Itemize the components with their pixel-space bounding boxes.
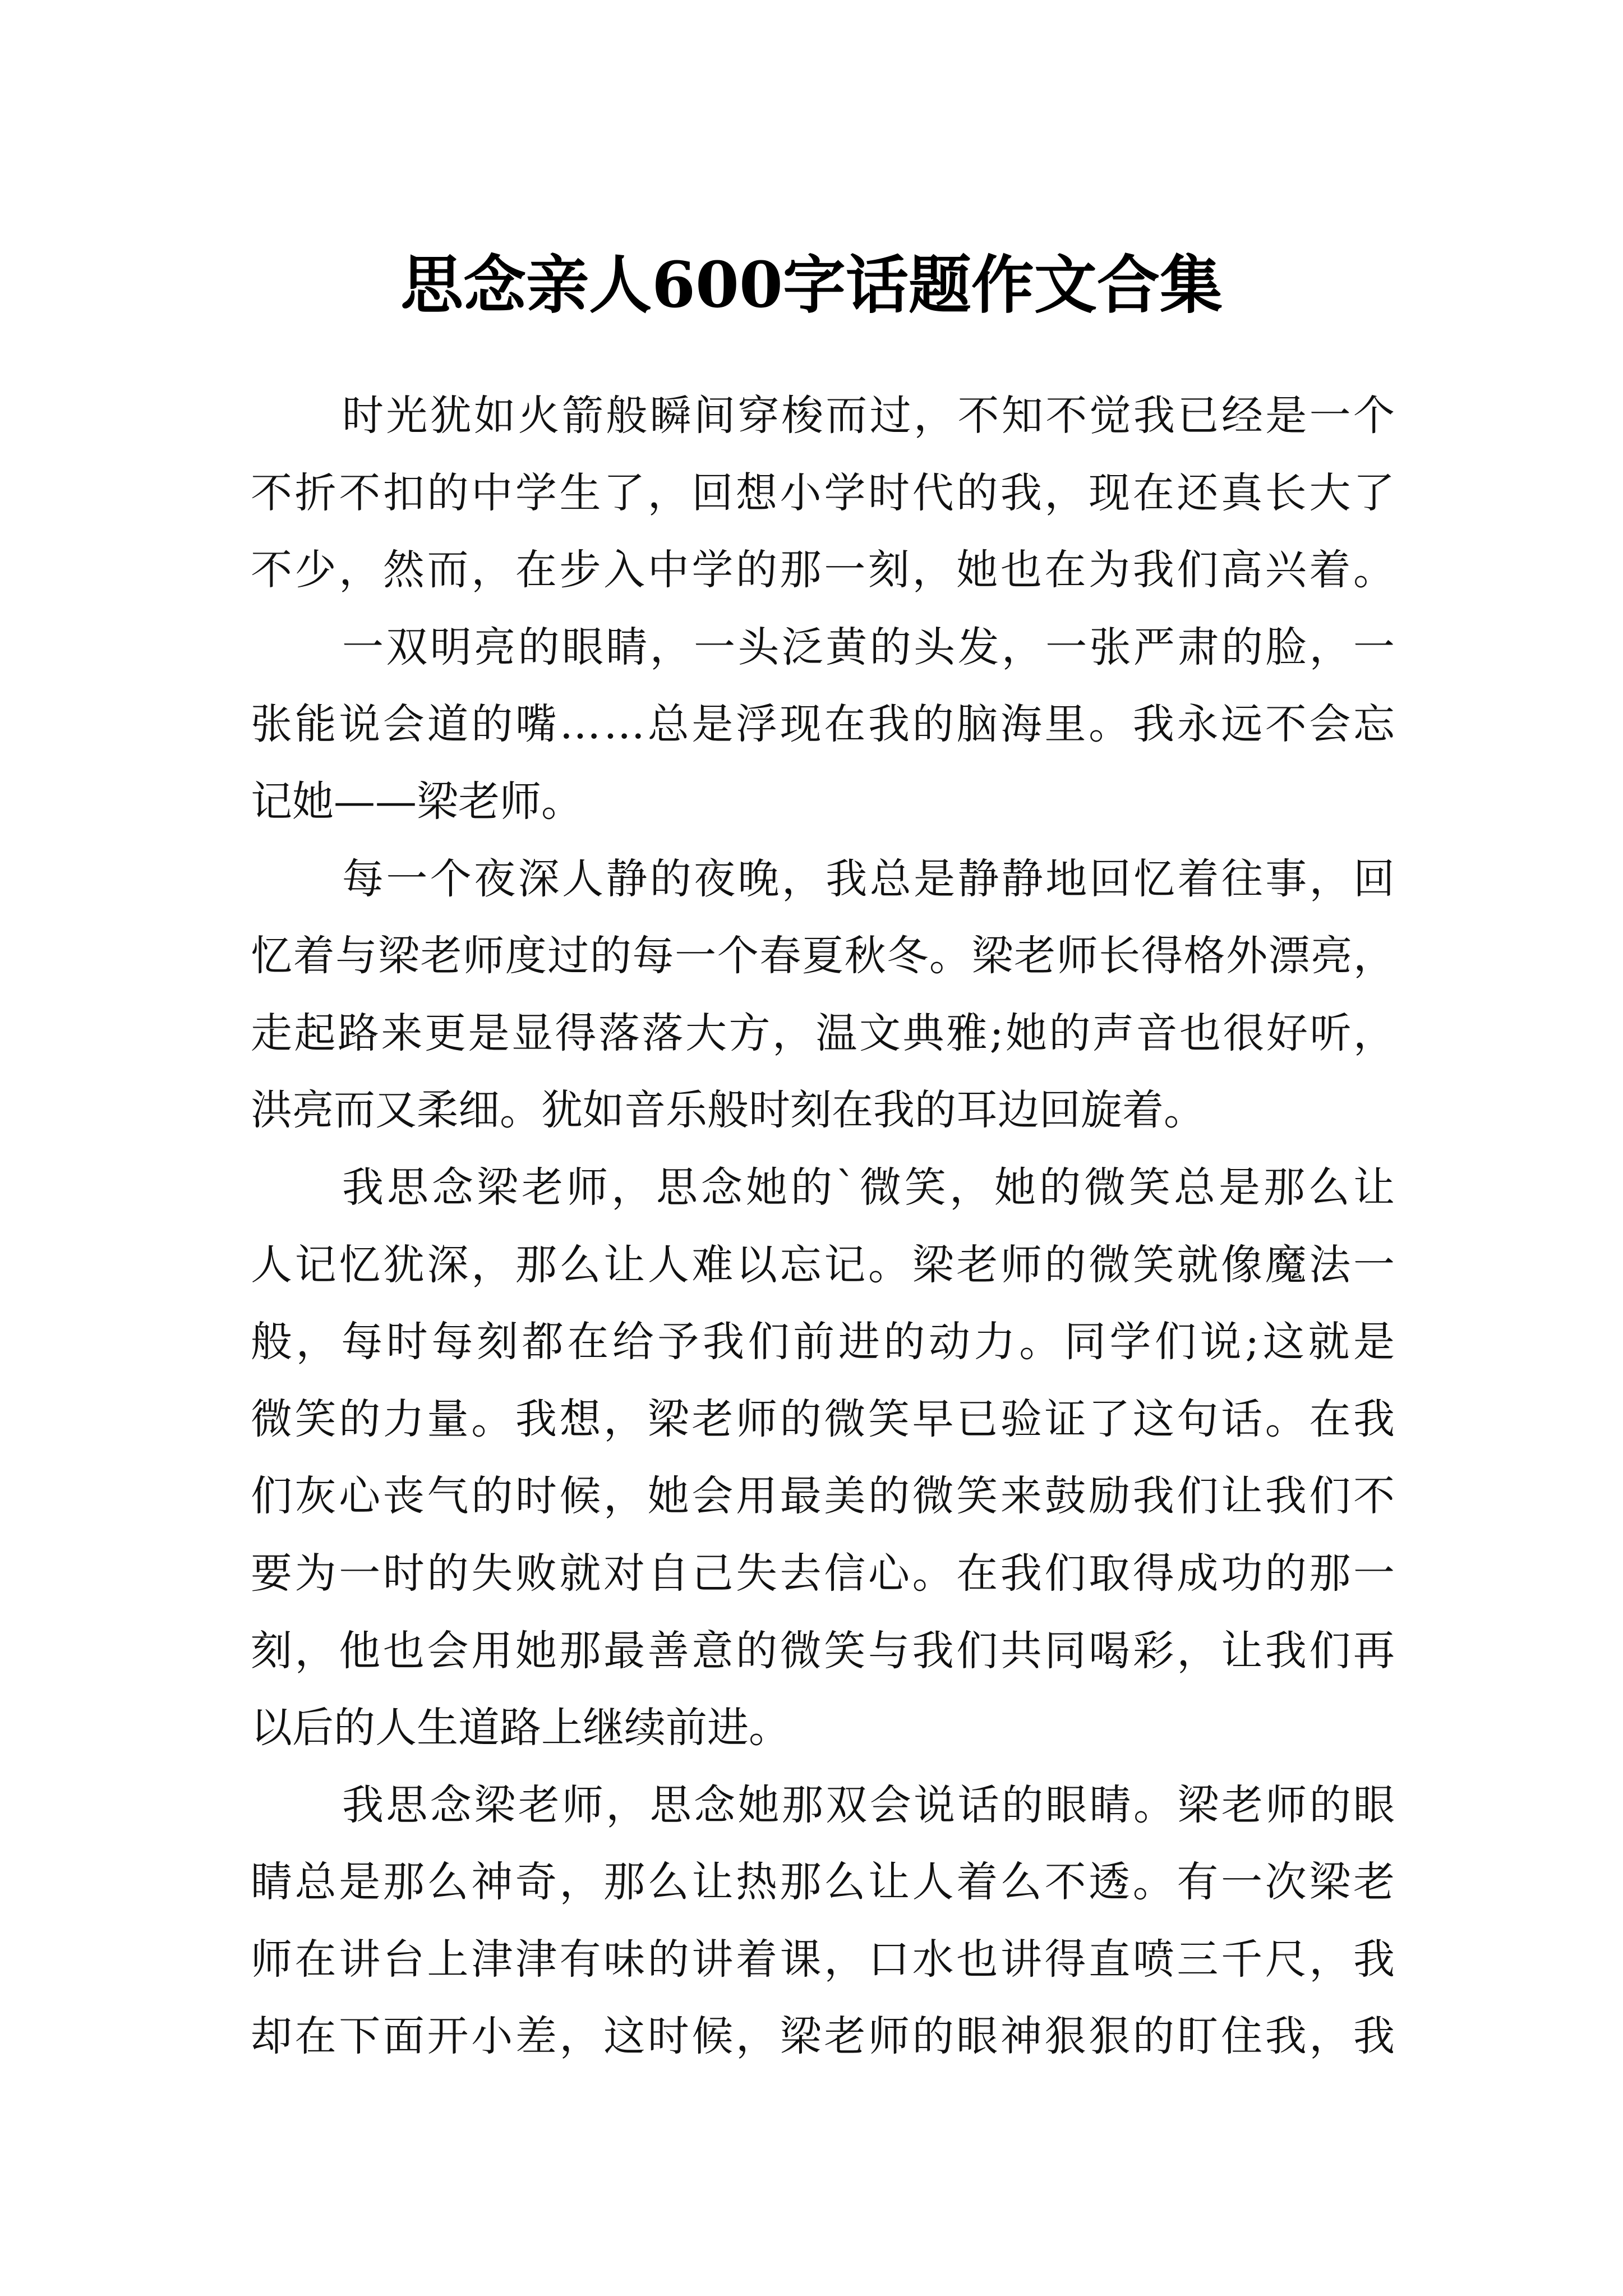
line-text: 以后的人生道路上继续前进。 <box>251 1704 790 1752</box>
line-text: 时光犹如火箭般瞬间穿梭而过，不知不觉我已经是一个 <box>342 392 1398 440</box>
paragraph-line <box>251 1381 1398 1458</box>
line-text: 刻，他也会用她那最善意的微笑与我们共同喝彩，让我们再 <box>251 1626 1398 1675</box>
paragraph-line <box>251 686 1398 763</box>
paragraph-line <box>251 1458 1398 1535</box>
line-text: 洪亮而又柔细。犹如音乐般时刻在我的耳边回旋着。 <box>251 1086 1205 1135</box>
paragraph <box>251 841 1398 1149</box>
line-text: 走起路来更是显得落落大方，温文典雅;她的声音也很好听， <box>251 1009 1397 1057</box>
line-text: 一双明亮的眼睛，一头泛黄的头发，一张严肃的脸，一 <box>342 623 1398 671</box>
line-text: 要为一时的失败就对自己失去信心。在我们取得成功的那一 <box>251 1549 1398 1598</box>
paragraph-line <box>251 1844 1398 1921</box>
paragraph-line <box>251 1613 1398 1690</box>
paragraph <box>251 609 1398 841</box>
page-title: 思念亲人600字话题作文合集 <box>400 249 1223 323</box>
paragraph <box>251 378 1398 609</box>
essay-body <box>251 378 1399 2076</box>
paragraph-line <box>251 1921 1398 1999</box>
paragraph-line <box>251 532 1398 609</box>
paragraph-line <box>251 1227 1398 1304</box>
paragraph-line <box>251 1998 1398 2076</box>
line-text: 我思念梁老师，思念她那双会说话的眼睛。梁老师的眼 <box>342 1780 1398 1829</box>
paragraph-line <box>251 1767 1398 1844</box>
paragraph-line <box>251 455 1398 532</box>
paragraph <box>251 1767 1398 2076</box>
line-text: 微笑的力量。我想，梁老师的微笑早已验证了这句话。在我 <box>251 1395 1398 1443</box>
line-text: 师在讲台上津津有味的讲着课，口水也讲得直喷三千尺，我 <box>251 1935 1398 1984</box>
paragraph-line <box>251 1690 1395 1767</box>
line-text: 不折不扣的中学生了，回想小学时代的我，现在还真长大了 <box>251 468 1398 517</box>
paragraph-line <box>251 841 1398 918</box>
line-text: 不少，然而，在步入中学的那一刻，她也在为我们高兴着。 <box>251 546 1398 595</box>
line-text: 我思念梁老师，思念她的`微笑，她的微笑总是那么让 <box>342 1163 1398 1212</box>
paragraph-line <box>251 609 1398 687</box>
paragraph-line <box>251 378 1398 455</box>
line-text: 忆着与梁老师度过的每一个春夏秋冬。梁老师长得格外漂亮， <box>251 932 1396 981</box>
paragraph-line <box>251 995 1395 1073</box>
paragraph <box>251 1149 1399 1767</box>
paragraph-line <box>251 1072 1395 1149</box>
paragraph-line <box>251 1535 1398 1613</box>
line-text: 人记忆犹深，那么让人难以忘记。梁老师的微笑就像魔法一 <box>251 1240 1398 1289</box>
line-text: 却在下面开小差，这时候，梁老师的眼神狠狠的盯住我，我 <box>251 2012 1398 2061</box>
line-text: 睛总是那么神奇，那么让热那么让人着么不透。有一次梁老 <box>251 1858 1398 1907</box>
line-text: 每一个夜深人静的夜晚，我总是静静地回忆着往事，回 <box>342 854 1398 903</box>
line-text: 们灰心丧气的时候，她会用最美的微笑来鼓励我们让我们不 <box>251 1472 1398 1521</box>
paragraph-line <box>251 1304 1399 1381</box>
line-text: 张能说会道的嘴……总是浮现在我的脑海里。我永远不会忘 <box>251 700 1398 749</box>
line-text: 记她——梁老师。 <box>251 777 583 826</box>
paragraph-line <box>251 763 1395 841</box>
paragraph-line <box>251 1149 1398 1227</box>
paragraph-line <box>251 918 1395 995</box>
line-text: 般，每时每刻都在给予我们前进的动力。同学们说;这就是 <box>251 1318 1399 1366</box>
